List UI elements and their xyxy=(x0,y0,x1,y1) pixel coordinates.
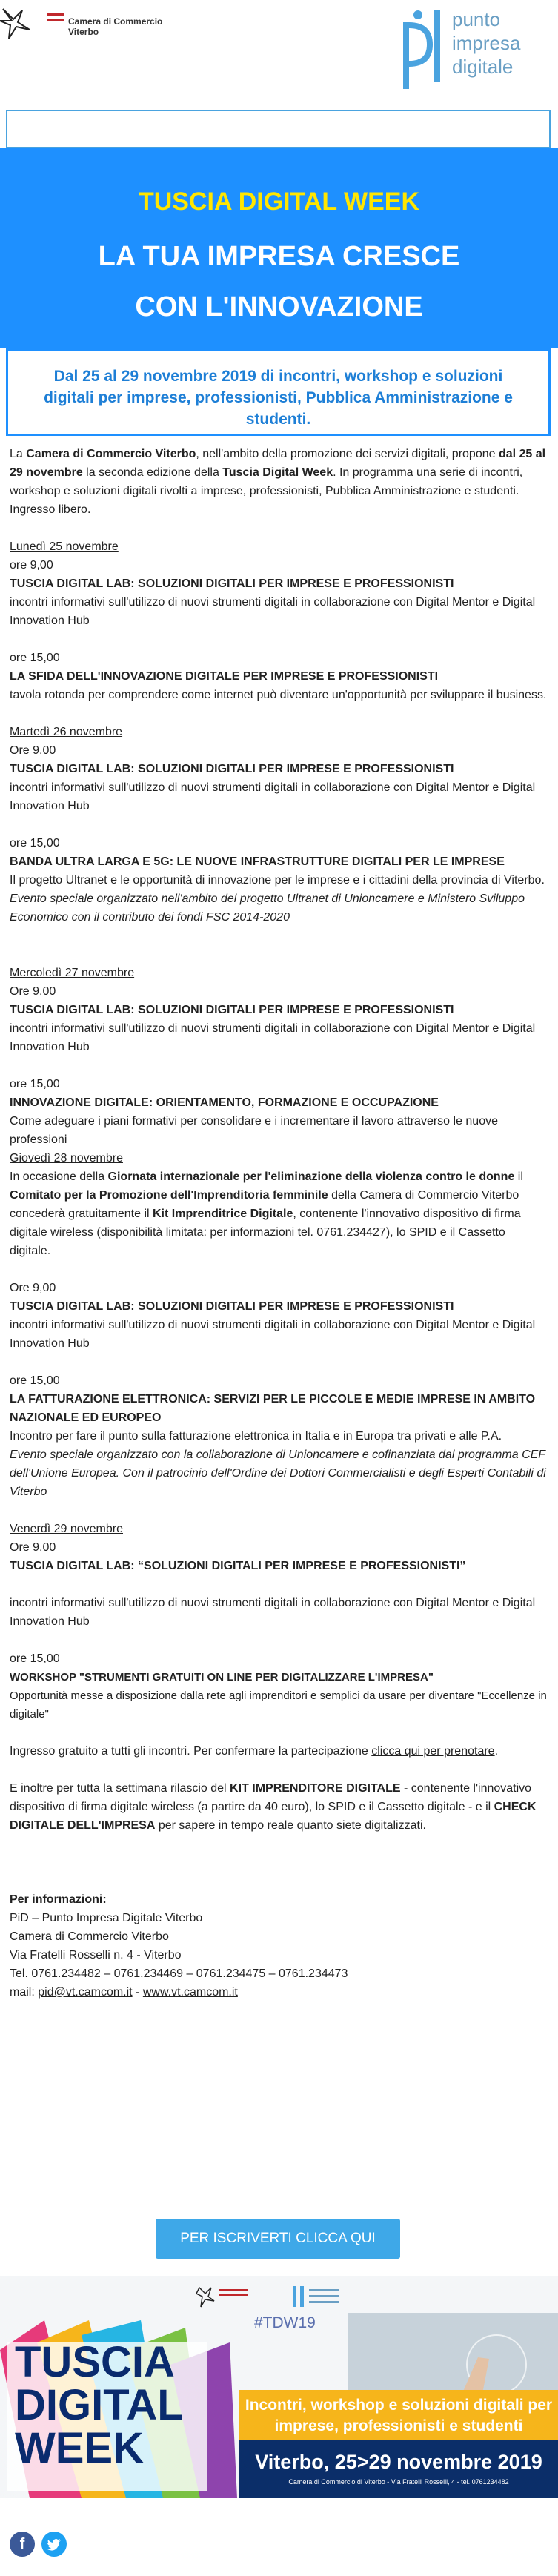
event-time: ore 15,00 xyxy=(10,1652,60,1665)
facebook-icon[interactable]: f xyxy=(10,2532,35,2557)
top-empty-box xyxy=(6,110,551,148)
promo-logos-icon xyxy=(196,2282,419,2311)
event-desc: incontri informativi sull'utilizzo di nuovi strumenti digitali in collaborazione con Digital Mentor e Digital Innovation Hub xyxy=(10,1319,536,1350)
day-label-tue: Martedì 26 novembre xyxy=(10,726,123,738)
thu-special-paragraph: In occasione della Giornata internazionale per l'eliminazione della violenza contro le donne il Comitato per la Promozione dell'Imprenditoria femminile della Camera di Commercio Viterbo concederà gratuitamente il Kit Imprenditrice Digitale, contenente l'innovativo dispositivo di firma digitale wireless (disponibilità limitata: per informazioni tel. 0761.234427), lo SPID e il Cassetto digitale. xyxy=(10,1171,523,1257)
promo-dates-box xyxy=(239,2440,558,2498)
banner-title: TUSCIA DIGITAL WEEK xyxy=(138,188,420,216)
header xyxy=(0,0,558,104)
intro-paragraph: La Camera di Commercio Viterbo, nell'ambito della promozione dei servizi digitali, propone dal 25 al 29 novembre la seconda edizione della Tuscia Digital Week. In programma una serie di incontri, workshop e soluzioni digitali rivolti a imprese, professionisti, Pubblica Amministrazione e studenti. Ingresso libero. xyxy=(10,448,546,516)
kit-paragraph: E inoltre per tutta la settimana rilascio del KIT IMPRENDITORE DIGITALE - contenente l'innovativo dispositivo di firma digitale wireless (a partire da 40 euro), lo SPID e il Cassetto digitale - e il CHECK DIGITALE DELL'IMPRESA per sapere in tempo reale quanto siete digitalizzati. xyxy=(10,1782,537,1832)
twitter-icon[interactable] xyxy=(41,2532,67,2557)
promo-hashtag: #TDW19 xyxy=(254,2314,316,2331)
event-title: TUSCIA DIGITAL LAB: SOLUZIONI DIGITALI PER IMPRESE E PROFESSIONISTI xyxy=(10,577,454,590)
event-note: Evento speciale organizzato nell'ambito del progetto Ultranet di Unioncamere e Ministero Sviluppo Economico con il contributo dei fondi FSC 2014-2020 xyxy=(10,893,525,924)
signup-button[interactable]: PER ISCRIVERTI CLICCA QUI xyxy=(156,2219,400,2259)
info-heading: Per informazioni: xyxy=(10,1893,107,1906)
event-title: TUSCIA DIGITAL LAB: SOLUZIONI DIGITALI PER IMPRESE E PROFESSIONISTI xyxy=(10,1300,454,1313)
event-time: Ore 9,00 xyxy=(10,985,56,998)
event-title: TUSCIA DIGITAL LAB: SOLUZIONI DIGITALI PER IMPRESE E PROFESSIONISTI xyxy=(10,763,454,775)
website-link[interactable]: www.vt.camcom.it xyxy=(142,1986,238,1999)
banner-headline-2: CON L'INNOVAZIONE xyxy=(135,291,423,322)
event-title: LA FATTURAZIONE ELETTRONICA: SERVIZI PER LE PICCOLE E MEDIE IMPRESE IN AMBITO NAZIONALE ED EUROPEO xyxy=(10,1393,536,1424)
camera-commercio-logo xyxy=(0,4,193,43)
pid-logo-text: punto impresa digitale xyxy=(452,8,521,78)
info-line: PiD – Punto Impresa Digitale Viterbo xyxy=(10,1912,203,1924)
day-label-thu: Giovedì 28 novembre xyxy=(10,1152,123,1165)
camera-logo-text: Camera di Commercio Viterbo xyxy=(68,16,163,37)
promo-dates: Viterbo, 25>29 novembre 2019 xyxy=(255,2451,542,2473)
banner-headline-1: LA TUA IMPRESA CRESCE xyxy=(98,241,460,272)
hero-banner xyxy=(0,148,558,348)
promo-banner[interactable] xyxy=(0,2276,558,2498)
promo-word-1: TUSCIA xyxy=(15,2338,175,2386)
twitter-bird-icon xyxy=(47,2539,61,2551)
promo-word-3: WEEK xyxy=(15,2424,144,2472)
event-desc: Come adeguare i piani formativi per consolidare e i incrementare il lavoro attraverso le nuove professioni xyxy=(10,1115,498,1146)
event-time: ore 15,00 xyxy=(10,1374,60,1387)
event-note: Evento speciale organizzato con la collaborazione di Unioncamere e cofinanziata dal programma CEF dell'Unione Europea. Con il patrocinio dell'Ordine dei Dottori Commercialisti e degli Esperti Contabili di Viterbo xyxy=(10,1448,546,1498)
event-time: ore 15,00 xyxy=(10,837,60,850)
event-time: Ore 9,00 xyxy=(10,1541,56,1554)
event-title: TUSCIA DIGITAL LAB: “SOLUZIONI DIGITALI PER IMPRESE E PROFESSIONISTI” xyxy=(10,1560,466,1572)
promo-word-2: DIGITAL xyxy=(15,2381,184,2429)
event-title: INNOVAZIONE DIGITALE: ORIENTAMENTO, FORMAZIONE E OCCUPAZIONE xyxy=(10,1096,439,1109)
event-time: ore 15,00 xyxy=(10,652,60,664)
event-desc: tavola rotonda per comprendere come internet può diventare un'opportunità per sviluppare il business. xyxy=(10,689,547,701)
promo-tagline: Incontri, workshop e soluzioni digitali per imprese, professionisti e studenti xyxy=(239,2390,558,2440)
wolf-emblem-icon xyxy=(0,4,65,43)
event-title: LA SFIDA DELL'INNOVAZIONE DIGITALE PER IMPRESE E PROFESSIONISTI xyxy=(10,670,439,683)
content-body xyxy=(10,445,547,2001)
day-label-fri: Venerdì 29 novembre xyxy=(10,1523,123,1535)
promo-address: Camera di Commercio di Viterbo - Via Fratelli Rosselli, 4 - tel. 0761234482 xyxy=(288,2478,509,2486)
event-time: Ore 9,00 xyxy=(10,744,56,757)
event-time: Ore 9,00 xyxy=(10,1282,56,1294)
pid-mark-icon xyxy=(400,7,448,96)
info-line: Via Fratelli Rosselli n. 4 - Viterbo xyxy=(10,1949,182,1961)
event-title: BANDA ULTRA LARGA E 5G: LE NUOVE INFRASTRUTTURE DIGITALI PER LE IMPRESE xyxy=(10,855,505,868)
event-desc: Incontro per fare il punto sulla fatturazione elettronica in Italia e in Europa tra privati e alle P.A. xyxy=(10,1430,502,1443)
event-desc: Opportunità messe a disposizione dalla rete agli imprenditori e semplici da usare per diventare "Eccellenze in digitale" xyxy=(10,1689,547,1721)
social-links xyxy=(10,2532,70,2557)
email-link[interactable]: pid@vt.camcom.it xyxy=(38,1986,133,1999)
day-label-mon: Lunedì 25 novembre xyxy=(10,540,119,553)
event-time: ore 9,00 xyxy=(10,559,53,572)
event-desc: Il progetto Ultranet e le opportunità di innovazione per le imprese e i cittadini della provincia di Viterbo. xyxy=(10,874,545,887)
info-line: Camera di Commercio Viterbo xyxy=(10,1930,169,1943)
info-phone: Tel. 0761.234482 – 0761.234469 – 0761.234475 – 0761.234473 xyxy=(10,1967,348,1980)
day-label-wed: Mercoledì 27 novembre xyxy=(10,967,135,979)
event-desc: incontri informativi sull'utilizzo di nuovi strumenti digitali in collaborazione con Digital Mentor e Digital Innovation Hub xyxy=(10,781,536,812)
info-contacts: mail: pid@vt.camcom.it - www.vt.camcom.it xyxy=(10,1986,238,1999)
booking-link[interactable]: clicca qui per prenotare xyxy=(371,1745,495,1758)
event-desc: incontri informativi sull'utilizzo di nuovi strumenti digitali in collaborazione con Digital Mentor e Digital Innovation Hub xyxy=(10,1022,536,1053)
event-desc: incontri informativi sull'utilizzo di nuovi strumenti digitali in collaborazione con Digital Mentor e Digital Innovation Hub xyxy=(10,1597,536,1628)
event-title: WORKSHOP "STRUMENTI GRATUITI ON LINE PER DIGITALIZZARE L'IMPRESA" xyxy=(10,1671,434,1683)
promo-logos xyxy=(196,2282,419,2311)
free-entry-paragraph: Ingresso gratuito a tutti gli incontri. Per confermare la partecipazione clicca qui per prenotare. xyxy=(10,1745,499,1758)
banner-subtitle: Dal 25 al 29 novembre 2019 di incontri, workshop e soluzioni digitali per imprese, professionisti, Pubblica Amministrazione e studenti. xyxy=(6,348,551,436)
event-title: TUSCIA DIGITAL LAB: SOLUZIONI DIGITALI PER IMPRESE E PROFESSIONISTI xyxy=(10,1004,454,1016)
pid-logo xyxy=(400,7,556,96)
event-desc: incontri informativi sull'utilizzo di nuovi strumenti digitali in collaborazione con Digital Mentor e Digital Innovation Hub xyxy=(10,596,536,627)
event-time: ore 15,00 xyxy=(10,1078,60,1090)
